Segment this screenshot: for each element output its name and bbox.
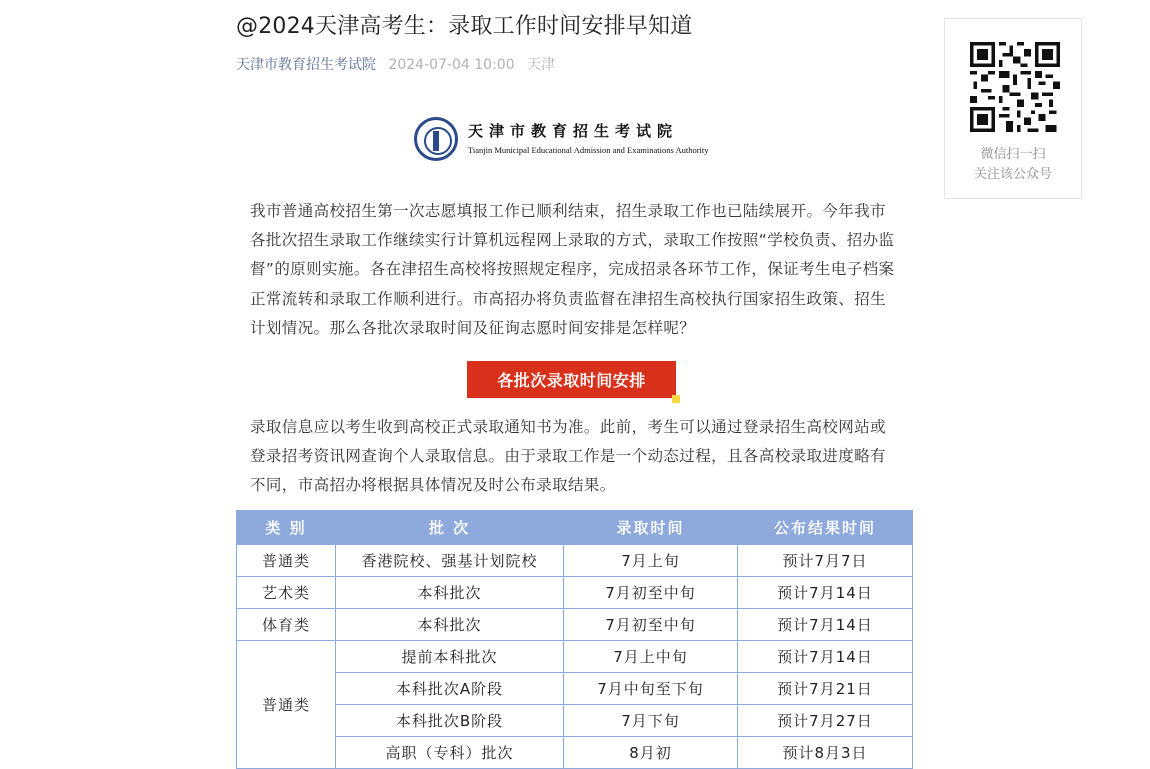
- header-result-time: 公布结果时间: [738, 511, 913, 545]
- cell-result: 预计7月27日: [738, 705, 913, 737]
- cell-batch: 本科批次: [336, 609, 564, 641]
- qr-caption-line2: 关注该公众号: [973, 167, 1052, 182]
- decorative-marker: [672, 395, 680, 403]
- qr-caption: [945, 145, 1081, 185]
- section-heading-banner: 各批次录取时间安排: [467, 361, 676, 398]
- cell-result: 预计7月14日: [738, 609, 913, 641]
- notice-paragraph: 录取信息应以考生收到高校正式录取通知书为准。此前，考生可以通过登录招生高校网站或登录招考资讯网查询个人录取信息。由于录取工作是一个动态过程，且各高校录取进度略有不同，市高招办将根据具体情况及时公布录取结果。: [250, 418, 887, 495]
- cell-batch: 本科批次B阶段: [336, 705, 564, 737]
- cell-batch: 提前本科批次: [336, 641, 564, 673]
- schedule-table: [236, 510, 913, 769]
- table-row: [237, 673, 913, 705]
- publish-date: 2024-07-04 10:00: [388, 57, 515, 73]
- cell-time: 7月下旬: [564, 705, 738, 737]
- cell-result: 预计8月3日: [738, 737, 913, 769]
- logo-name-en: Tianjin Municipal Educational Admission and Examinations Authority: [468, 145, 709, 155]
- institution-logo: [414, 117, 724, 165]
- table-row: [237, 577, 913, 609]
- cell-category: 艺术类: [237, 577, 336, 609]
- table-row: [237, 641, 913, 673]
- qr-code-icon[interactable]: [970, 42, 1060, 132]
- cell-result: 预计7月7日: [738, 545, 913, 577]
- cell-time: 7月中旬至下旬: [564, 673, 738, 705]
- qr-caption-line1: 微信扫一扫: [980, 147, 1046, 162]
- cell-time: 7月初至中旬: [564, 609, 738, 641]
- cell-category: 普通类: [237, 641, 336, 769]
- cell-batch: 高职（专科）批次: [336, 737, 564, 769]
- qr-code-card: [944, 18, 1082, 199]
- cell-result: 预计7月14日: [738, 641, 913, 673]
- cell-result: 预计7月21日: [738, 673, 913, 705]
- cell-time: 7月上中旬: [564, 641, 738, 673]
- logo-name-cn: 天津市教育招生考试院: [468, 122, 679, 140]
- table-row: [237, 737, 913, 769]
- table-row: [237, 705, 913, 737]
- article-title: @2024天津高考生：录取工作时间安排早知道: [236, 14, 693, 39]
- cell-batch: 本科批次A阶段: [336, 673, 564, 705]
- table-row: [237, 609, 913, 641]
- cell-time: 7月上旬: [564, 545, 738, 577]
- cell-time: 8月初: [564, 737, 738, 769]
- table-row: [237, 545, 913, 577]
- header-category: 类 别: [237, 511, 336, 545]
- intro-paragraph: 我市普通高校招生第一次志愿填报工作已顺利结束，招生录取工作也已陆续展开。今年我市各批次招生录取工作继续实行计算机远程网上录取的方式，录取工作按照“学校负责、招办监督”的原则实施。各在津招生高校将按照规定程序，完成招录各环节工作，保证考生电子档案正常流转和录取工作顺利进行。市高招办将负责监督在津招生高校执行国家招生政策、招生计划情况。那么各批次录取时间及征询志愿时间安排是怎样呢？: [250, 202, 895, 337]
- cell-batch: 香港院校、强基计划院校: [336, 545, 564, 577]
- cell-time: 7月初至中旬: [564, 577, 738, 609]
- publish-location: 天津: [527, 57, 556, 73]
- table-header-row: [237, 511, 913, 545]
- header-admission-time: 录取时间: [564, 511, 738, 545]
- header-batch: 批 次: [336, 511, 564, 545]
- institution-seal-icon: [414, 117, 458, 161]
- cell-batch: 本科批次: [336, 577, 564, 609]
- article-meta: [236, 54, 555, 74]
- cell-category: 体育类: [237, 609, 336, 641]
- account-name-link[interactable]: 天津市教育招生考试院: [236, 57, 376, 73]
- cell-category: 普通类: [237, 545, 336, 577]
- cell-result: 预计7月14日: [738, 577, 913, 609]
